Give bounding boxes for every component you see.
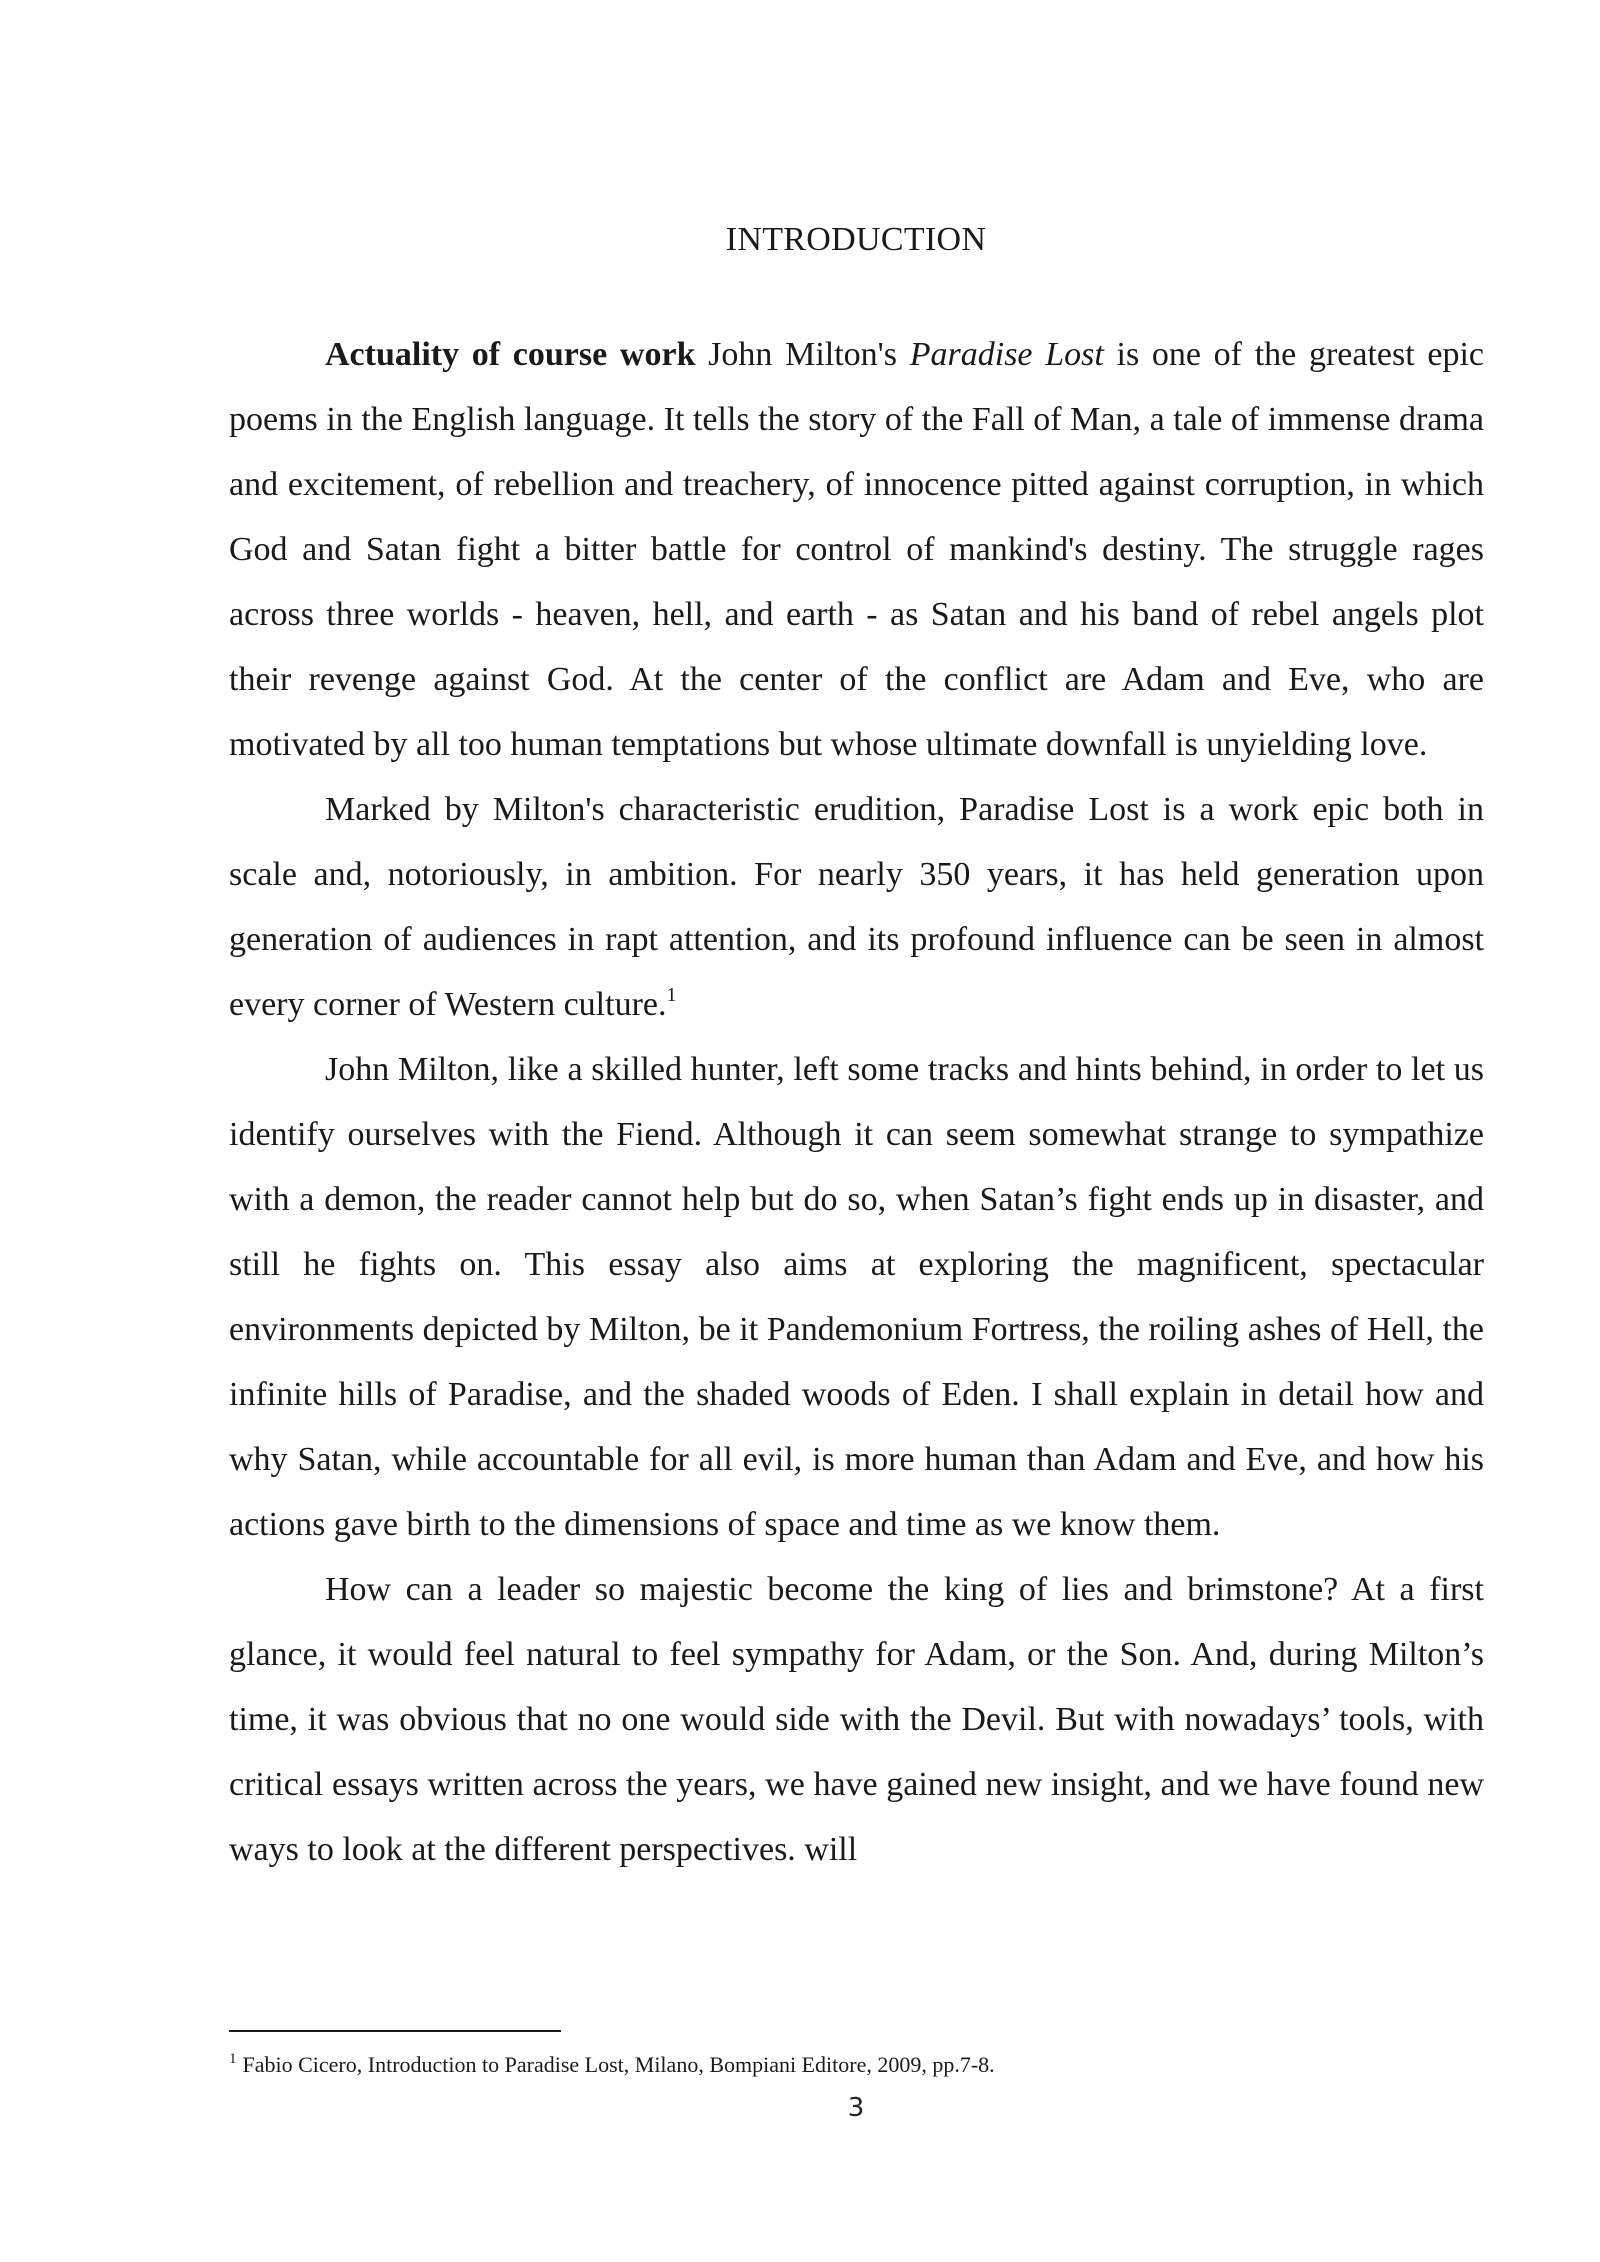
lead-bold-phrase: Actuality of course work	[325, 336, 696, 373]
footnote-reference[interactable]: 1	[666, 983, 677, 1006]
footnote	[229, 2050, 1484, 2080]
body-text	[229, 322, 1484, 1882]
paragraph-1-intro: John Milton's	[695, 336, 910, 373]
paragraph-2	[229, 777, 1484, 1037]
page-heading: INTRODUCTION	[725, 221, 987, 258]
paragraph-2-text: Marked by Milton's characteristic erudition, Paradise Lost is a work epic both in scale and, notoriously, in ambition. For nearly 350 years, it has held generation upon generation of audiences in rapt attention, and its profound influence can be seen in almost every corner of Western culture.	[229, 791, 1484, 1023]
work-title: Paradise Lost	[909, 336, 1104, 373]
footnote-separator	[229, 2030, 561, 2032]
page-number: 3	[847, 2093, 865, 2123]
paragraph-3	[229, 1037, 1484, 1557]
paragraph-3-text: John Milton, like a skilled hunter, left some tracks and hints behind, in order to let us identify ourselves with the Fiend. Although it can seem somewhat strange to sympathize with a demon, the reader cannot help but do so, when Satan’s fight ends up in disaster, and still he fights on. This essay also aims at exploring the magnificent, spectacular environments depicted by Milton, be it Pandemonium Fortress, the roiling ashes of Hell, the infinite hills of Paradise, and the shaded woods of Eden. I shall explain in detail how and why Satan, while accountable for all evil, is more human than Adam and Eve, and how his actions gave birth to the dimensions of space and time as we know them.	[229, 1051, 1484, 1543]
paragraph-1-text: is one of the greatest epic poems in the English language. It tells the story of the Fall of Man, a tale of immense drama and excitement, of rebellion and treachery, of innocence pitted against corruption, in which God and Satan fight a bitter battle for control of mankind's destiny. The struggle rages across three worlds - heaven, hell, and earth - as Satan and his band of rebel angels plot their revenge against God. At the center of the conflict are Adam and Eve, who are motivated by all too human temptations but whose ultimate downfall is unyielding love.	[229, 336, 1484, 763]
paragraph-4	[229, 1557, 1484, 1882]
footnote-number: 1	[229, 2050, 237, 2067]
paragraph-1	[229, 322, 1484, 777]
footnote-text: Fabio Cicero, Introduction to Paradise Lost, Milano, Bompiani Editore, 2009, pp.7-8.	[242, 2052, 995, 2077]
paragraph-4-text: How can a leader so majestic become the king of lies and brimstone? At a first glance, it would feel natural to feel sympathy for Adam, or the Son. And, during Milton’s time, it was obvious that no one would side with the Devil. But with nowadays’ tools, with critical essays written across the years, we have gained new insight, and we have found new ways to look at the different perspectives. will	[229, 1571, 1484, 1868]
